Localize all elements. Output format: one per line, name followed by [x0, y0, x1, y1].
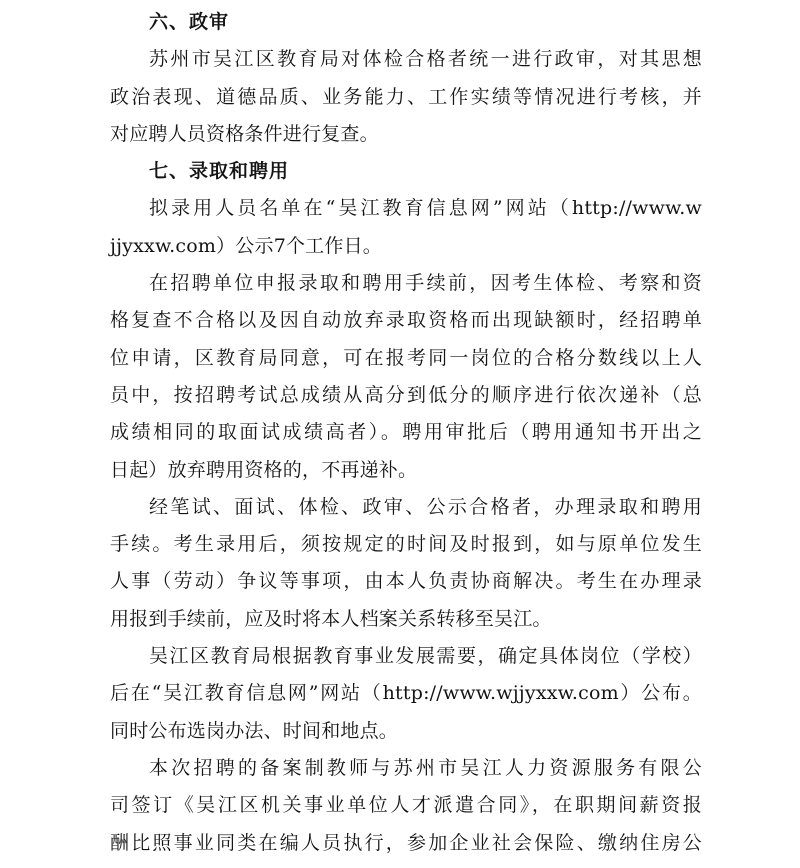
document-body: [110, 4, 702, 862]
paragraph-line: jjyxxw.com）公示7个工作日。: [110, 234, 382, 257]
paragraph-line: 本次招聘的备案制教师与苏州市吴江人力资源服务有限公: [149, 756, 702, 779]
paragraph-line: 同时公布选岗办法、时间和地点。: [110, 719, 399, 742]
paragraph-line: 司签订《吴江区机关事业单位人才派遣合同》，在职期间薪资报: [110, 794, 702, 817]
section-heading-political-review: 六、政审: [149, 11, 230, 33]
section-heading-admission-employment: 七、录取和聘用: [149, 160, 290, 183]
paragraph-line: 经笔试、面试、体检、政审、公示合格者，办理录取和聘用: [149, 495, 702, 518]
paragraph-line: 手续。考生录用后，须按规定的时间及时报到，如与原单位发生: [110, 533, 702, 556]
paragraph-line: 拟录用人员名单在“吴江教育信息网”网站（http://www.w: [149, 197, 702, 220]
paragraph-line: 成绩相同的取面试成绩高者）。聘用审批后（聘用通知书开出之: [110, 421, 702, 444]
paragraph-line: 日起）放弃聘用资格的，不再递补。: [110, 458, 418, 481]
paragraph-line: 位申请，区教育局同意，可在报考同一岗位的合格分数线以上人: [110, 346, 702, 369]
paragraph-line: 政治表现、道德品质、业务能力、工作实绩等情况进行考核，并: [110, 85, 702, 108]
paragraph-line: 在招聘单位申报录取和聘用手续前，因考生体检、考察和资: [149, 272, 702, 295]
paragraph-line: 用报到手续前，应及时将本人档案关系转移至吴江。: [110, 607, 552, 630]
paragraph-line: 员中，按招聘考试总成绩从高分到低分的顺序进行依次递补（总: [110, 383, 702, 406]
paragraph-line: 对应聘人员资格条件进行复查。: [110, 122, 379, 145]
paragraph-line: 酬比照事业同类在编人员执行，参加企业社会保险、缴纳住房公: [110, 831, 702, 854]
paragraph-line: 人事（劳动）争议等事项，由本人负责协商解决。考生在办理录: [110, 570, 702, 593]
paragraph-line: 苏州市吴江区教育局对体检合格者统一进行政审，对其思想: [149, 48, 702, 71]
paragraph-line: 后在“吴江教育信息网”网站（http://www.wjjyxxw.com）公布。: [110, 682, 702, 705]
paragraph-line: 格复查不合格以及因自动放弃录取资格而出现缺额时，经招聘单: [110, 309, 702, 332]
paragraph-line: 吴江区教育局根据教育事业发展需要，确定具体岗位（学校）: [149, 645, 702, 668]
